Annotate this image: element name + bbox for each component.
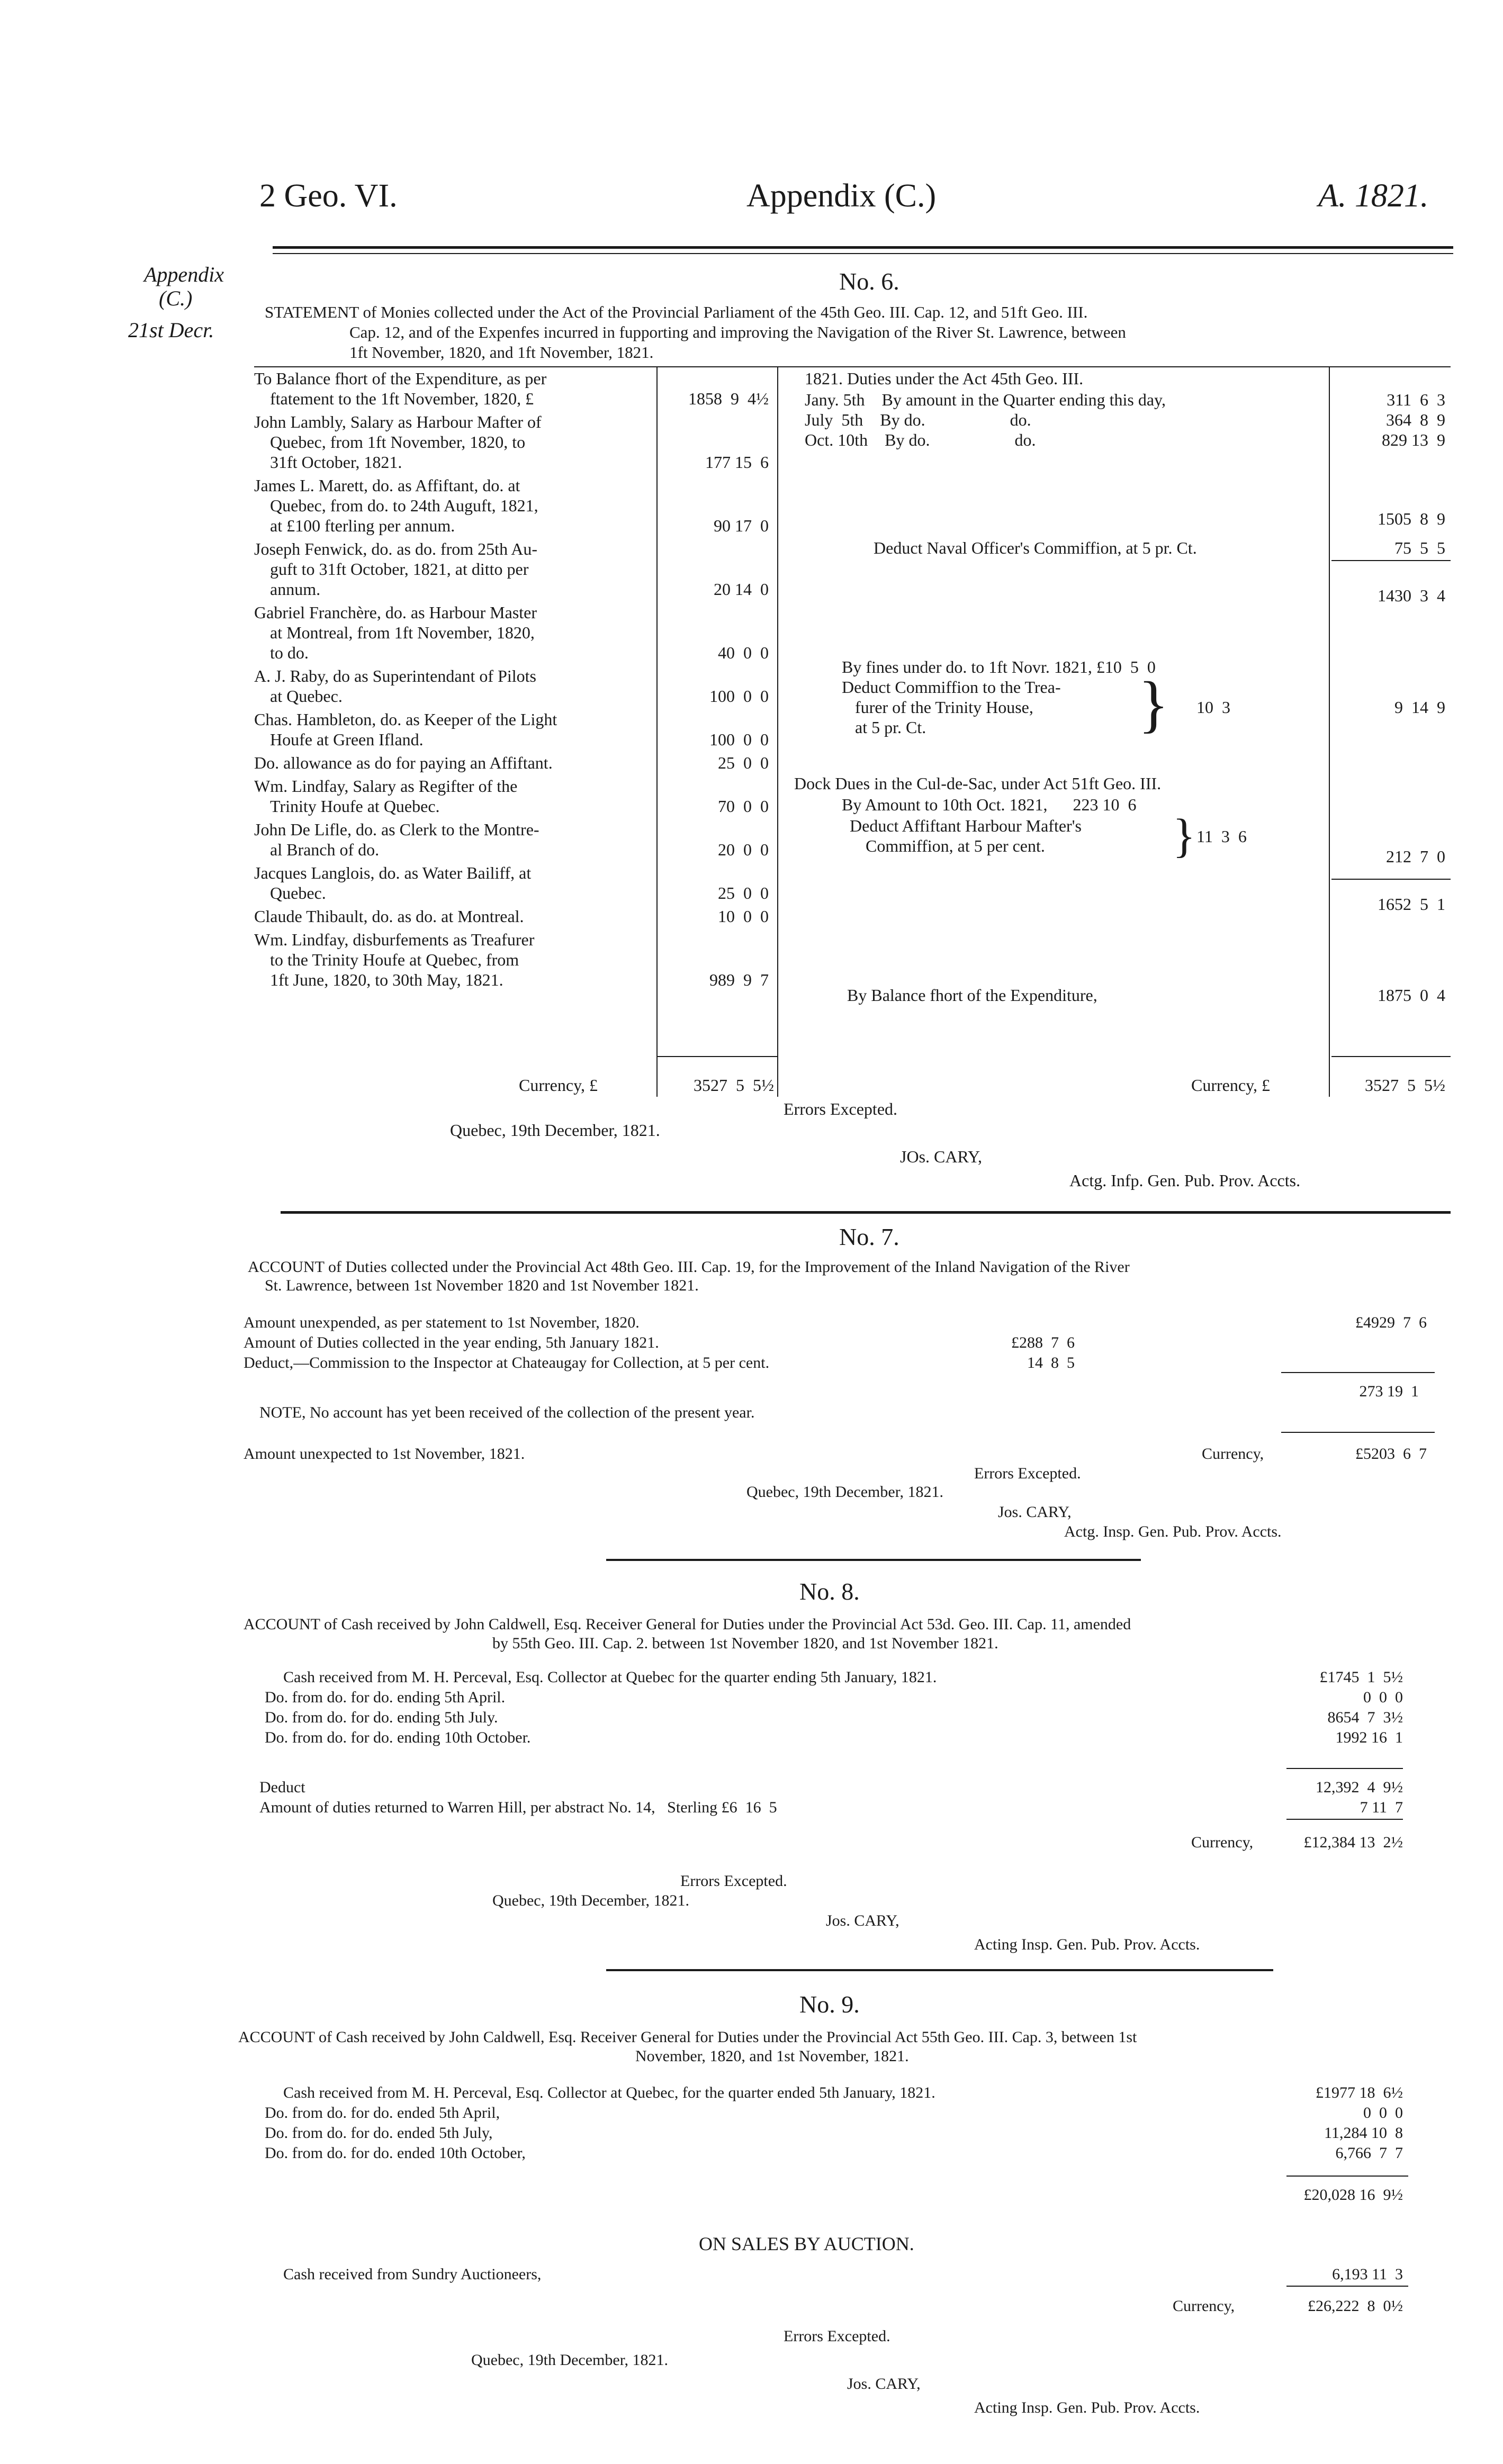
s7-end-rule (606, 1559, 1141, 1561)
s9-total: £26,222 8 0½ (1308, 2297, 1403, 2315)
s9-row-amount: 6,766 7 7 (1335, 2144, 1403, 2162)
s6-left-line: Claude Thibault, do. as do. at Montreal. (254, 907, 524, 926)
margin-date: 21st Decr. (128, 318, 214, 342)
s7-line-3: Deduct,—Commission to the Inspector at Chateaugay for Collection, at 5 per cent. (244, 1354, 770, 1371)
s6-left-amount: 177 15 6 (705, 453, 769, 472)
s6-signer: JOs. CARY, (900, 1147, 983, 1166)
s7-errors: Errors Excepted. (974, 1465, 1081, 1482)
s6-left-line: al Branch of do. (270, 840, 380, 859)
s8-currency: Currency, (1191, 1834, 1254, 1851)
header-right: A. 1821. (1318, 178, 1429, 214)
s6-left-amount: 100 0 0 (709, 687, 769, 706)
s6-left-line: Jacques Langlois, do. as Water Bailiff, at (254, 863, 532, 882)
s8-row-label: Do. from do. for do. ending 5th July. (265, 1709, 498, 1726)
s9-auction: Cash received from Sundry Auctioneers, (283, 2266, 542, 2283)
s9-signer-title: Acting Insp. Gen. Pub. Prov. Accts. (974, 2399, 1200, 2416)
header-left: 2 Geo. VI. (259, 178, 398, 214)
s9-errors: Errors Excepted. (784, 2327, 890, 2345)
s6-top-rule (254, 366, 1451, 367)
s8-title-1: ACCOUNT of Cash received by John Caldwell, Esq. Receiver General for Duties under the Provincial Act 53d. Geo. III. Cap. 11, amended (244, 1615, 1131, 1633)
s7-amt-1: £4929 7 6 (1355, 1314, 1427, 1331)
s7-note: NOTE, No account has yet been received of the collection of the present year. (259, 1404, 755, 1421)
s9-signer: Jos. CARY, (847, 2375, 921, 2393)
s6-r-jul-amt: 364 8 9 (1386, 410, 1445, 429)
s6-r-fines-1: Deduct Commiffion to the Trea- (842, 678, 1061, 697)
s6-left-amount: 40 0 0 (718, 643, 769, 662)
s6-r-dock: Dock Dues in the Cul-de-Sac, under Act 51ft Geo. III. (794, 774, 1162, 793)
s6-r-dock-ded-2: Commiffion, at 5 per cent. (866, 836, 1045, 855)
s8-row-amount: £1745 1 5½ (1319, 1668, 1403, 1686)
s6-left-amount: 10 0 0 (718, 907, 769, 926)
s6-left-line: at Montreal, from 1ft November, 1820, (270, 623, 535, 642)
s8-rule-1 (1286, 1768, 1403, 1769)
s6-r-fines-ded: 10 3 (1196, 698, 1230, 717)
s6-left-amount: 90 17 0 (714, 516, 769, 535)
s8-place: Quebec, 19th December, 1821. (492, 1892, 689, 1909)
s6-left-line: Quebec, from do. to 24th Auguft, 1821, (270, 496, 538, 515)
s6-end-rule (281, 1211, 1451, 1214)
s6-signer-title: Actg. Infp. Gen. Pub. Prov. Accts. (1069, 1171, 1301, 1190)
s6-r-rule-2 (1331, 879, 1451, 880)
s6-left-amount: 20 0 0 (718, 840, 769, 859)
s6-r-naval-amt: 75 5 5 (1394, 538, 1445, 557)
s7-title-2: St. Lawrence, between 1st November 1820 and 1st November 1821. (265, 1277, 699, 1294)
s6-left-amount: 1858 9 4½ (688, 389, 769, 408)
s6-left-line: Trinity Houfe at Quebec. (270, 797, 440, 816)
s8-row-amount: 1992 16 1 (1335, 1729, 1403, 1746)
s9-row-label: Do. from do. for do. ended 5th July, (265, 2124, 493, 2142)
s7-rule-2 (1281, 1432, 1435, 1433)
s7-amt-3: 273 19 1 (1359, 1383, 1419, 1400)
s6-left-line: John Lambly, Salary as Harbour Mafter of (254, 412, 542, 431)
s9-row-label: Do. from do. for do. ended 10th October, (265, 2144, 526, 2162)
s6-title-1: STATEMENT of Monies collected under the Act of the Provincial Parliament of the 45th Geo. III. Cap. 12, and 51ft Geo. III. (265, 303, 1088, 321)
s9-place: Quebec, 19th December, 1821. (471, 2351, 668, 2369)
s8-rule-2 (1286, 1819, 1403, 1820)
header-center: Appendix (C.) (746, 178, 937, 214)
s8-deduct: Deduct (259, 1779, 305, 1796)
s8-returned-amt: 7 11 7 (1360, 1799, 1403, 1816)
s7-currency: Currency, (1202, 1445, 1264, 1463)
s6-r-subtotal-3: 1652 5 1 (1378, 895, 1445, 914)
s6-r-jan-amt: 311 6 3 (1387, 390, 1445, 409)
s6-left-line: Gabriel Franchère, do. as Harbour Master (254, 603, 537, 622)
s8-subtotal: 12,392 4 9½ (1316, 1779, 1403, 1796)
s7-line-1: Amount unexpended, as per statement to 1st November, 1820. (244, 1314, 640, 1331)
s6-r-oct-amt: 829 13 9 (1382, 430, 1445, 449)
s6-left-amount: 70 0 0 (718, 797, 769, 816)
s6-place: Quebec, 19th December, 1821. (450, 1121, 660, 1140)
s6-left-line: James L. Marett, do. as Affiftant, do. at (254, 476, 520, 495)
s6-r-dock-amount: By Amount to 10th Oct. 1821, 223 10 6 (842, 795, 1137, 814)
s7-line-4: Amount unexpected to 1st November, 1821. (244, 1445, 525, 1463)
s6-r-naval-deduct: Deduct Naval Officer's Commiffion, at 5 pr. Ct. (874, 538, 1197, 557)
s7-signer-title: Actg. Insp. Gen. Pub. Prov. Accts. (1064, 1523, 1282, 1540)
s6-r-total: 3527 5 5½ (1365, 1076, 1445, 1095)
s6-left-amount: 20 14 0 (714, 580, 769, 599)
s6-l-total-rule (656, 1056, 778, 1057)
s6-left-line: annum. (270, 580, 321, 599)
s6-left-line: guft to 31ft October, 1821, at ditto per (270, 559, 529, 579)
s9-row-amount: 11,284 10 8 (1324, 2124, 1403, 2142)
s6-left-line: Chas. Hambleton, do. as Keeper of the Light (254, 710, 557, 729)
s6-left-line: at £100 fterling per annum. (270, 516, 455, 535)
s8-row-label: Cash received from M. H. Perceval, Esq. Collector at Quebec for the quarter ending 5th January, 1821. (283, 1668, 937, 1686)
s6-title-3: 1ft November, 1820, and 1ft November, 1821. (349, 343, 654, 362)
s8-title-2: by 55th Geo. III. Cap. 2. between 1st November 1820, and 1st November 1821. (492, 1635, 998, 1652)
s6-l-total-label: Currency, £ (519, 1076, 598, 1095)
s7-mid-3: 14 8 5 (1027, 1354, 1075, 1371)
s7-number: No. 7. (839, 1223, 899, 1250)
s6-r-dock-brace: } (1173, 810, 1196, 862)
s6-left-line: Quebec. (270, 883, 326, 902)
s8-signer: Jos. CARY, (826, 1912, 899, 1929)
s6-r-fines-3: at 5 pr. Ct. (855, 718, 926, 737)
s6-r-jul: July 5th By do. do. (805, 410, 1031, 429)
s9-rule-2 (1286, 2286, 1408, 2287)
s9-number: No. 9. (799, 1991, 860, 2018)
s8-returned: Amount of duties returned to Warren Hill, per abstract No. 14, Sterling £6 16 5 (259, 1799, 777, 1816)
s6-left-line: at Quebec. (270, 687, 343, 706)
s9-title-1: ACCOUNT of Cash received by John Caldwell, Esq. Receiver General for Duties under the Provincial Act 55th Geo. III. Cap. 3, between 1st (238, 2028, 1137, 2046)
s6-left-amount: 25 0 0 (718, 883, 769, 902)
s6-r-fines-net: 9 14 9 (1394, 698, 1445, 717)
s9-currency: Currency, (1173, 2297, 1235, 2315)
s6-left-line: John De Lifle, do. as Clerk to the Montre- (254, 820, 539, 839)
s6-r-total-label: Currency, £ (1191, 1076, 1270, 1095)
s6-left-line: To Balance fhort of the Expenditure, as per (254, 369, 547, 388)
s8-row-amount: 0 0 0 (1363, 1689, 1403, 1706)
s6-left-line: to do. (270, 643, 309, 662)
s6-r-rule-1 (1331, 560, 1451, 561)
s6-r-subtotal-1: 1505 8 9 (1378, 509, 1445, 528)
s6-r-dock-ded-1: Deduct Affiftant Harbour Mafter's (850, 816, 1082, 835)
s8-row-amount: 8654 7 3½ (1327, 1709, 1403, 1726)
s6-title-2: Cap. 12, and of the Expenfes incurred in fupporting and improving the Navigation of the River St. Lawrence, between (349, 323, 1126, 341)
s6-r-oct: Oct. 10th By do. do. (805, 430, 1036, 449)
s7-rule-1 (1281, 1372, 1435, 1373)
margin-appendix: Appendix (144, 263, 224, 286)
s6-left-line: Wm. Lindfay, disburfements as Treafurer (254, 930, 535, 949)
s9-subtotal: £20,028 16 9½ (1303, 2186, 1403, 2204)
s6-l-total: 3527 5 5½ (694, 1076, 774, 1095)
s9-rule-1 (1286, 2176, 1408, 2177)
s6-r-total-rule (1331, 1056, 1451, 1057)
s8-row-label: Do. from do. for do. ending 5th April. (265, 1689, 506, 1706)
s6-left-line: Wm. Lindfay, Salary as Regifter of the (254, 777, 518, 796)
s6-left-line: ftatement to the 1ft November, 1820, £ (270, 389, 534, 408)
s6-left-amount: 989 9 7 (709, 970, 769, 989)
s6-left-line: 31ft October, 1821. (270, 453, 402, 472)
s6-r-dock-net: 212 7 0 (1386, 847, 1445, 866)
s7-title-1: ACCOUNT of Duties collected under the Provincial Act 48th Geo. III. Cap. 19, for the Improvement of the Inland Navigation of the River (248, 1258, 1130, 1276)
s6-col-rule-2 (777, 366, 778, 1097)
s6-left-line: Houfe at Green Ifland. (270, 730, 424, 749)
s9-row-label: Do. from do. for do. ended 5th April, (265, 2104, 500, 2122)
s8-errors: Errors Excepted. (680, 1872, 787, 1890)
s6-r-fines-2: furer of the Trinity House, (855, 698, 1033, 717)
header-rule-thin (273, 253, 1453, 254)
s6-col-rule-3 (1329, 366, 1330, 1097)
s6-r-balance: By Balance fhort of the Expenditure, (847, 986, 1097, 1005)
s9-auction-head: ON SALES BY AUCTION. (699, 2233, 914, 2254)
s6-r-heading: 1821. Duties under the Act 45th Geo. III. (805, 369, 1084, 388)
s9-row-amount: 0 0 0 (1363, 2104, 1403, 2122)
s7-signer: Jos. CARY, (998, 1503, 1072, 1521)
s6-left-line: 1ft June, 1820, to 30th May, 1821. (270, 970, 503, 989)
s8-total: £12,384 13 2½ (1303, 1834, 1403, 1851)
s7-mid-2: £288 7 6 (1011, 1334, 1075, 1351)
s8-end-rule (606, 1969, 1273, 1971)
s6-errors: Errors Excepted. (784, 1099, 898, 1118)
s9-title-2: November, 1820, and 1st November, 1821. (635, 2047, 909, 2065)
s6-left-line: Joseph Fenwick, do. as do. from 25th Au- (254, 539, 538, 558)
s8-number: No. 8. (799, 1578, 860, 1605)
s6-r-fines-brace: } (1138, 669, 1169, 739)
s8-row-label: Do. from do. for do. ending 10th October. (265, 1729, 531, 1746)
s6-left-line: Do. allowance as do for paying an Affiftant. (254, 753, 553, 772)
s6-left-line: A. J. Raby, do as Superintendant of Pilots (254, 666, 536, 685)
s6-r-fines: By fines under do. to 1ft Novr. 1821, £10 5 0 (842, 657, 1156, 676)
s8-signer-title: Acting Insp. Gen. Pub. Prov. Accts. (974, 1936, 1200, 1953)
s6-left-amount: 25 0 0 (718, 753, 769, 772)
s7-place: Quebec, 19th December, 1821. (746, 1483, 943, 1501)
s6-left-line: to the Trinity Houfe at Quebec, from (270, 950, 519, 969)
s9-row-label: Cash received from M. H. Perceval, Esq. Collector at Quebec, for the quarter ended 5th January, 1821. (283, 2084, 935, 2101)
s9-row-amount: £1977 18 6½ (1316, 2084, 1403, 2101)
s6-left-line: Quebec, from 1ft November, 1820, to (270, 432, 526, 452)
s6-r-dock-ded-amt: 11 3 6 (1196, 827, 1247, 846)
s6-number: No. 6. (839, 268, 899, 295)
s6-r-subtotal-2: 1430 3 4 (1378, 586, 1445, 605)
margin-c: (C.) (159, 286, 193, 310)
header-rule (273, 246, 1453, 249)
s6-left-amount: 100 0 0 (709, 730, 769, 749)
s7-total: £5203 6 7 (1355, 1445, 1427, 1463)
s9-auction-amt: 6,193 11 3 (1332, 2266, 1403, 2283)
s7-line-2: Amount of Duties collected in the year ending, 5th January 1821. (244, 1334, 659, 1351)
s6-r-balance-amt: 1875 0 4 (1378, 986, 1445, 1005)
s6-r-jan: Jany. 5th By amount in the Quarter ending this day, (805, 390, 1166, 409)
